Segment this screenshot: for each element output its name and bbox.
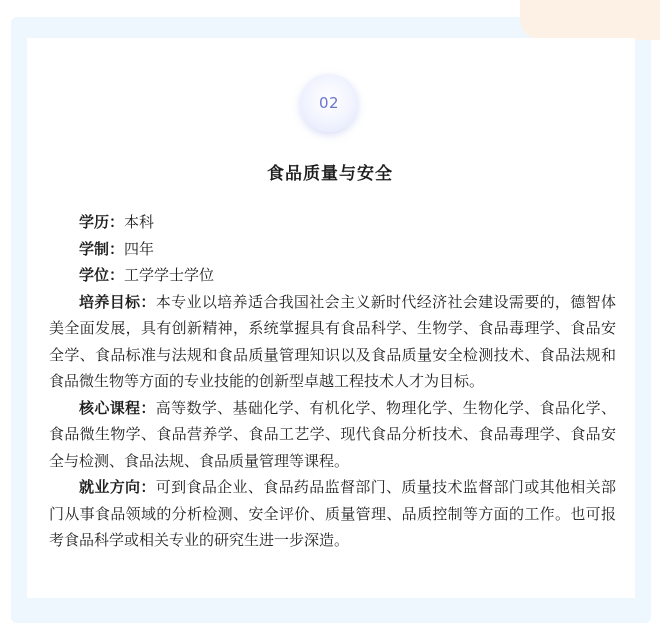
section-number: 02 — [318, 94, 340, 112]
duration-label: 学制： — [79, 239, 125, 258]
core-courses-text: 高等数学、基础化学、有机化学、物理化学、生物化学、食品化学、食品微生物学、食品营养学、食品工艺学、现代食品分析技术、食品毒理学、食品安全与检测、食品法规、食品质量管理等课程。 — [49, 398, 616, 470]
section-number-badge — [300, 74, 358, 132]
duration-row — [49, 236, 616, 263]
career-text: 可到食品企业、食品药品监督部门、质量技术监督部门或其他相关部门从事食品领域的分析检测、安全评价、质量管理、品质控制等方面的工作。也可报考食品科学或相关专业的研究生进一步深造。 — [49, 478, 616, 549]
career-paragraph — [49, 474, 616, 554]
degree-level-value: 本科 — [124, 213, 155, 231]
core-courses-paragraph — [49, 395, 616, 475]
degree-label: 学位： — [79, 266, 125, 284]
major-title: 食品质量与安全 — [267, 164, 393, 184]
major-details — [49, 209, 616, 554]
core-courses-label: 核心课程： — [79, 398, 156, 417]
degree-value: 工学学士学位 — [124, 266, 215, 284]
corner-decoration — [520, 0, 660, 40]
duration-value: 四年 — [124, 239, 155, 258]
career-label: 就业方向： — [79, 478, 156, 496]
objective-text: 本专业以培养适合我国社会主义新时代经济社会建设需要的，德智体美全面发展，具有创新精神，系统掌握具有食品科学、生物学、食品毒理学、食品安全学、食品标准与法规和食品质量管理知识以及食品质量安全检测技术、食品法规和食品微生物等方面的专业技能的创新型卓越工程技术人才为目标。 — [49, 292, 616, 390]
degree-row — [49, 262, 616, 289]
objective-label: 培养目标： — [79, 292, 156, 311]
objective-paragraph — [49, 289, 616, 395]
degree-level-label: 学历： — [79, 213, 125, 231]
degree-level-row — [49, 209, 616, 236]
